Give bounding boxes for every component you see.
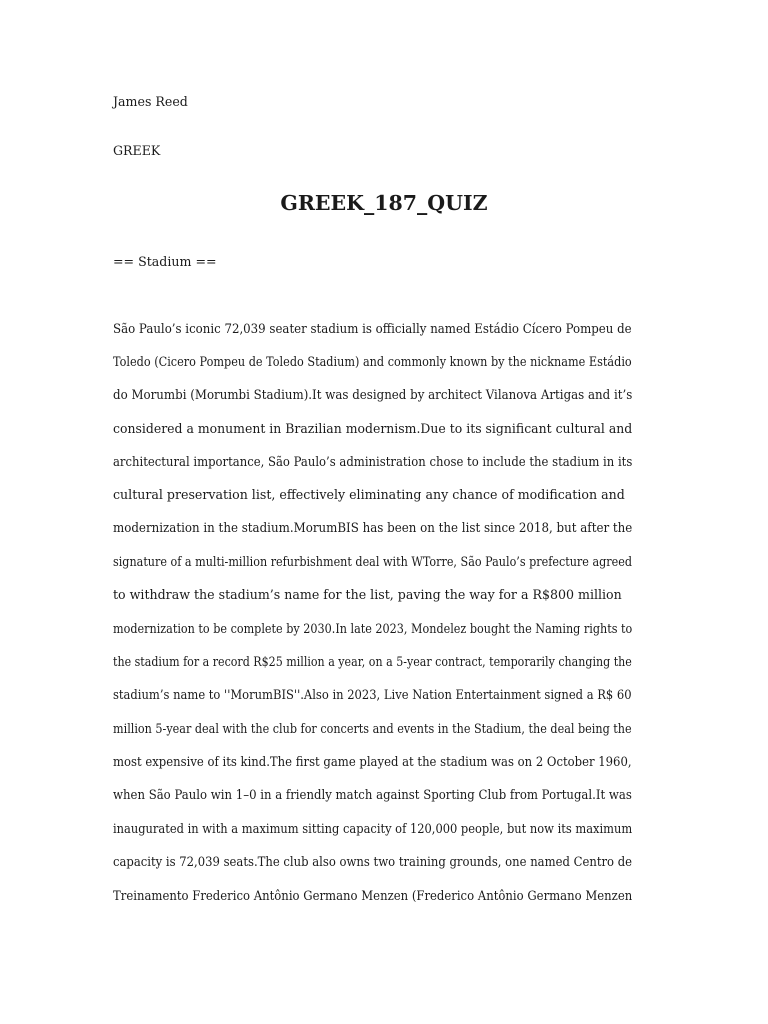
body-line: million 5-year deal with the club for concerts and events in the Stadium, the deal being the — [113, 721, 632, 736]
body-line: capacity is 72,039 seats.The club also owns two training grounds, one named Centro de — [113, 854, 633, 869]
course-name: GREEK — [113, 143, 161, 158]
body-line: Toledo (Cicero Pompeu de Toledo Stadium) and commonly known by the nickname Estádio — [113, 354, 632, 369]
body-line: São Paulo’s iconic 72,039 seater stadium is officially named Estádio Cícero Pompeu de — [113, 321, 632, 336]
body-line: when São Paulo win 1–0 in a friendly match against Sporting Club from Portugal.It was — [113, 787, 632, 802]
document-title: GREEK_187_QUIZ — [280, 191, 488, 215]
body-line: do Morumbi (Morumbi Stadium).It was designed by architect Vilanova Artigas and it’s — [113, 387, 633, 402]
body-line: signature of a multi-million refurbishment deal with WTorre, São Paulo’s prefecture agreed — [113, 554, 632, 569]
body-line: modernization in the stadium.MorumBIS has been on the list since 2018, but after the — [113, 520, 633, 535]
body-line: cultural preservation list, effectively eliminating any chance of modification and — [113, 487, 625, 502]
body-line: considered a monument in Brazilian modernism.Due to its significant cultural and — [113, 421, 633, 436]
section-heading: == Stadium == — [113, 254, 217, 269]
body-line: modernization to be complete by 2030.In late 2023, Mondelez bought the Naming rights to — [113, 621, 633, 636]
body-line: inaugurated in with a maximum sitting capacity of 120,000 people, but now its maximum — [113, 821, 633, 836]
body-line: to withdraw the stadium’s name for the list, paving the way for a R$800 million — [113, 587, 622, 602]
author-name: James Reed — [113, 94, 188, 109]
body-line: the stadium for a record R$25 million a year, on a 5-year contract, temporarily changing the — [113, 654, 632, 669]
body-line: architectural importance, São Paulo’s administration chose to include the stadium in its — [113, 454, 633, 469]
body-line: Treinamento Frederico Antônio Germano Menzen (Frederico Antônio Germano Menzen — [113, 888, 633, 903]
body-line: stadium’s name to ''MorumBIS''.Also in 2023, Live Nation Entertainment signed a R$ 60 — [113, 687, 632, 702]
body-line: most expensive of its kind.The first game played at the stadium was on 2 October 1960, — [113, 754, 632, 769]
